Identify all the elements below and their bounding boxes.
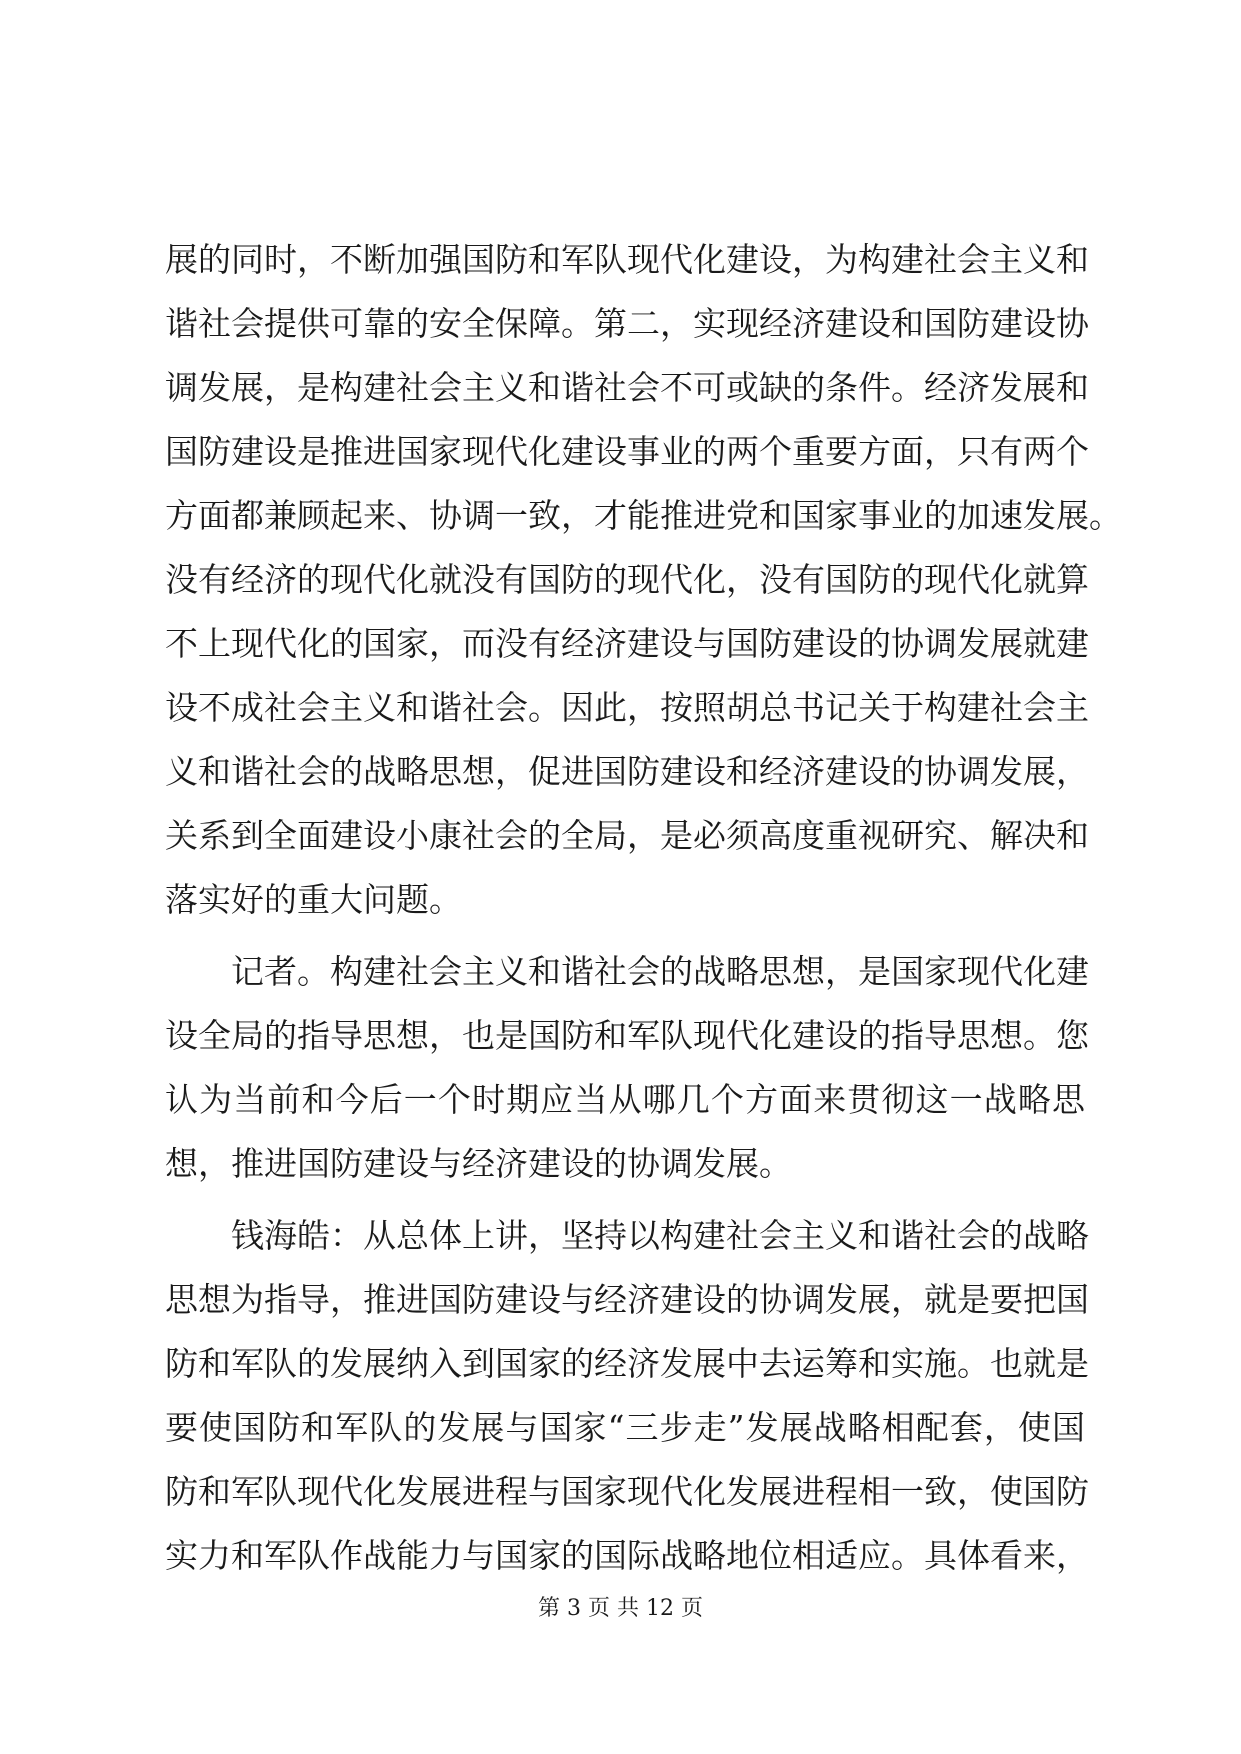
text-line: 关系到全面建设小康社会的全局，是必须高度重视研究、解决和: [165, 816, 1089, 855]
text-line: 没有经济的现代化就没有国防的现代化，没有国防的现代化就算: [165, 560, 1089, 599]
text-line: 国防建设是推进国家现代化建设事业的两个重要方面，只有两个: [165, 432, 1089, 471]
text-line: 要使国防和军队的发展与国家“三步走”发展战略相配套，使国: [165, 1408, 1085, 1447]
paragraph-3: [165, 1204, 1089, 1588]
text-line: 方面都兼顾起来、协调一致，才能推进党和国家事业的加速发展。: [165, 496, 1122, 535]
text-line: 义和谐社会的战略思想，促进国防建设和经济建设的协调发展，: [165, 752, 1089, 791]
text-line: 展的同时，不断加强国防和军队现代化建设，为构建社会主义和: [165, 240, 1089, 279]
text-line: 防和军队现代化发展进程与国家现代化发展进程相一致，使国防: [165, 1472, 1089, 1511]
text-line: 认为当前和今后一个时期应当从哪几个方面来贯彻这一战略思: [165, 1080, 1085, 1119]
text-line: 谐社会提供可靠的安全保障。第二，实现经济建设和国防建设协: [165, 304, 1089, 343]
document-body: [165, 228, 1122, 1588]
text-line: 想，推进国防建设与经济建设的协调发展。: [165, 1144, 792, 1183]
text-line: 实力和军队作战能力与国家的国际战略地位相适应。具体看来，: [165, 1536, 1089, 1575]
page-footer: 第 3 页 共 12 页: [538, 1596, 703, 1621]
text-line: 思想为指导，推进国防建设与经济建设的协调发展，就是要把国: [165, 1280, 1089, 1319]
text-line: 钱海皓：从总体上讲，坚持以构建社会主义和谐社会的战略: [231, 1216, 1089, 1255]
text-line: 防和军队的发展纳入到国家的经济发展中去运筹和实施。也就是: [165, 1344, 1089, 1383]
text-line: 调发展，是构建社会主义和谐社会不可或缺的条件。经济发展和: [165, 368, 1089, 407]
text-line: 不上现代化的国家，而没有经济建设与国防建设的协调发展就建: [165, 624, 1089, 663]
paragraph-2: [165, 940, 1089, 1196]
paragraph-1: [165, 228, 1122, 932]
text-line: 设全局的指导思想，也是国防和军队现代化建设的指导思想。您: [165, 1016, 1089, 1055]
text-line: 记者。构建社会主义和谐社会的战略思想，是国家现代化建: [231, 952, 1089, 991]
text-line: 落实好的重大问题。: [165, 880, 462, 919]
text-line: 设不成社会主义和谐社会。因此，按照胡总书记关于构建社会主: [165, 688, 1089, 727]
